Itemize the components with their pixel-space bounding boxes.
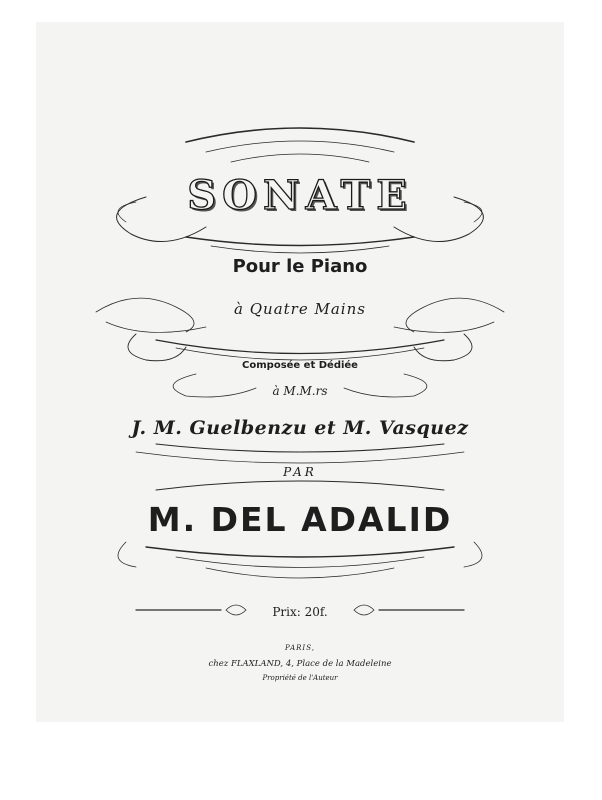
- recipients: J. M. Guelbenzu et M. Vasquez: [131, 417, 469, 439]
- recipient-prefix: à M.M.rs: [272, 384, 328, 398]
- price: Prix: 20f.: [272, 605, 328, 619]
- publisher-rights: Propriété de l'Auteur: [262, 674, 338, 682]
- dedication: Composée et Dédiée: [242, 360, 358, 371]
- composer-name: M. DEL ADALID: [147, 500, 453, 539]
- subtitle: Pour le Piano: [232, 256, 368, 277]
- arrangement: à Quatre Mains: [234, 300, 366, 318]
- title-page: [36, 22, 564, 722]
- by-line: PAR: [283, 465, 317, 479]
- publisher-city: PARIS,: [285, 644, 315, 652]
- publisher-address: chez FLAXLAND, 4, Place de la Madeleine: [208, 659, 392, 669]
- title: SONATE: [187, 172, 413, 219]
